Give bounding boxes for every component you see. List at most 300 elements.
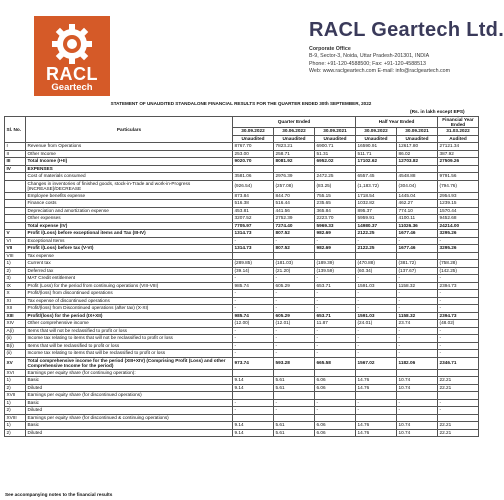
- value-cell: 14.76: [356, 429, 397, 437]
- particulars-cell: Tax expense of discontinued operations: [26, 297, 233, 305]
- value-cell: [315, 392, 356, 400]
- value-cell: -: [274, 350, 315, 358]
- value-cell: 2954.93: [438, 192, 479, 200]
- value-cell: 12703.82: [397, 158, 438, 166]
- value-cell: -: [233, 275, 274, 283]
- sl-no-header: Sl. No.: [5, 117, 26, 143]
- logo-sub-text: Geartech: [51, 82, 93, 93]
- sl-no-cell: [5, 207, 26, 215]
- table-row: [5, 429, 479, 437]
- value-cell: 10.74: [397, 429, 438, 437]
- value-cell: 10.74: [397, 384, 438, 392]
- sl-no-cell: [5, 200, 26, 208]
- value-cell: -: [397, 342, 438, 350]
- value-cell: -: [315, 327, 356, 335]
- value-cell: 1032.82: [356, 200, 397, 208]
- value-cell: 1591.03: [356, 282, 397, 290]
- table-row: [5, 222, 479, 230]
- value-cell: 1677.46: [397, 230, 438, 238]
- value-cell: -: [438, 342, 479, 350]
- value-cell: [315, 252, 356, 260]
- date-header: 31.03.2022: [438, 128, 479, 136]
- table-row: [5, 320, 479, 328]
- value-cell: 605.29: [274, 282, 315, 290]
- value-cell: [274, 165, 315, 173]
- value-cell: (1,183.72): [356, 180, 397, 192]
- value-cell: 7823.21: [274, 143, 315, 151]
- value-cell: 4100.11: [397, 215, 438, 223]
- gear-icon: [50, 22, 94, 66]
- value-cell: 14.76: [356, 422, 397, 430]
- date-header: 30.09.2022: [233, 128, 274, 136]
- sl-no-cell: XVIII: [5, 414, 26, 422]
- value-cell: 653.71: [315, 282, 356, 290]
- value-cell: 1158.32: [397, 312, 438, 320]
- value-cell: 1239.15: [438, 200, 479, 208]
- value-cell: -: [315, 335, 356, 343]
- value-cell: 1570.44: [438, 207, 479, 215]
- value-cell: 6557.45: [356, 173, 397, 181]
- value-cell: 9.14: [233, 377, 274, 385]
- sl-no-cell: 2): [5, 407, 26, 415]
- table-row: [5, 282, 479, 290]
- table-row: [5, 192, 479, 200]
- particulars-cell: Items that will not be reclassified to profit or loss: [26, 327, 233, 335]
- value-cell: -: [397, 297, 438, 305]
- sl-no-cell: V: [5, 230, 26, 238]
- table-row: [5, 305, 479, 313]
- value-cell: 27121.34: [438, 143, 479, 151]
- audit-status: Unaudited: [356, 135, 397, 143]
- value-cell: [356, 392, 397, 400]
- value-cell: [438, 392, 479, 400]
- value-cell: 462.27: [397, 200, 438, 208]
- value-cell: 895.37: [356, 207, 397, 215]
- table-row: [5, 357, 479, 369]
- audit-status: Unaudited: [397, 135, 438, 143]
- value-cell: -: [356, 237, 397, 245]
- value-cell: -: [356, 327, 397, 335]
- value-cell: 6.06: [315, 384, 356, 392]
- value-cell: 511.71: [356, 150, 397, 158]
- statement-title: STATEMENT OF UNAUDITED STANDALONE FINANCIAL RESULTS FOR THE QUARTER ENDED 30th SEPTEMBER, 2022: [110, 101, 372, 106]
- value-cell: [274, 392, 315, 400]
- value-cell: [438, 252, 479, 260]
- value-cell: 10.74: [397, 377, 438, 385]
- value-cell: 985.74: [233, 312, 274, 320]
- value-cell: -: [315, 305, 356, 313]
- value-cell: 3581.06: [233, 173, 274, 181]
- value-cell: (48.02): [438, 320, 479, 328]
- date-header: 30.09.2021: [315, 128, 356, 136]
- value-cell: [274, 369, 315, 377]
- value-cell: (926.54): [233, 180, 274, 192]
- particulars-cell: MAT Credit entitlement: [26, 275, 233, 283]
- value-cell: (39.14): [233, 267, 274, 275]
- sl-no-cell: 2): [5, 267, 26, 275]
- value-cell: 9.14: [233, 422, 274, 430]
- sl-no-cell: IV: [5, 165, 26, 173]
- value-cell: 9020.70: [233, 158, 274, 166]
- table-row: [5, 369, 479, 377]
- value-cell: 2976.39: [274, 173, 315, 181]
- value-cell: 2394.73: [438, 282, 479, 290]
- sl-no-cell: XIII: [5, 312, 26, 320]
- value-cell: 1158.32: [397, 282, 438, 290]
- value-cell: 5959.91: [356, 215, 397, 223]
- sl-no-cell: 1): [5, 422, 26, 430]
- value-cell: 23.74: [397, 320, 438, 328]
- value-cell: (381.72): [397, 260, 438, 268]
- value-cell: 11026.36: [397, 222, 438, 230]
- value-cell: 3207.52: [233, 215, 274, 223]
- sl-no-cell: 1): [5, 377, 26, 385]
- value-cell: 14980.37: [356, 222, 397, 230]
- value-cell: 9791.56: [438, 173, 479, 181]
- sl-no-cell: 1): [5, 399, 26, 407]
- value-cell: 807.52: [274, 245, 315, 253]
- table-row: [5, 143, 479, 151]
- table-row: [5, 327, 479, 335]
- value-cell: -: [397, 407, 438, 415]
- value-cell: -: [438, 297, 479, 305]
- particulars-cell: Earnings per equity share (for discontinued operations): [26, 392, 233, 400]
- value-cell: -: [397, 237, 438, 245]
- value-cell: 2752.39: [274, 215, 315, 223]
- value-cell: -: [274, 407, 315, 415]
- value-cell: 2472.25: [315, 173, 356, 181]
- value-cell: -: [356, 305, 397, 313]
- sl-no-cell: III: [5, 158, 26, 166]
- value-cell: -: [438, 290, 479, 298]
- value-cell: -: [356, 399, 397, 407]
- particulars-cell: Profit /(Loss) before tax (V-VI): [26, 245, 233, 253]
- value-cell: -: [315, 297, 356, 305]
- value-cell: 16590.91: [356, 143, 397, 151]
- value-cell: (21.20): [274, 267, 315, 275]
- table-row: [5, 215, 479, 223]
- sl-no-cell: [5, 215, 26, 223]
- value-cell: 1314.73: [233, 230, 274, 238]
- table-row: [5, 158, 479, 166]
- value-cell: -: [233, 290, 274, 298]
- particulars-header: Particulars: [26, 117, 233, 143]
- value-cell: 3295.26: [438, 230, 479, 238]
- table-row: [5, 342, 479, 350]
- particulars-cell: Basic: [26, 377, 233, 385]
- value-cell: (189.39): [315, 260, 356, 268]
- sl-no-cell: XII: [5, 305, 26, 313]
- sl-no-cell: XVII: [5, 392, 26, 400]
- value-cell: 14.76: [356, 377, 397, 385]
- table-row: [5, 290, 479, 298]
- particulars-cell: Diluted: [26, 407, 233, 415]
- value-cell: (142.25): [438, 267, 479, 275]
- value-cell: 1314.73: [233, 245, 274, 253]
- table-row: [5, 200, 479, 208]
- sl-no-cell: VIII: [5, 252, 26, 260]
- value-cell: -: [397, 290, 438, 298]
- table-row: [5, 392, 479, 400]
- value-cell: [397, 369, 438, 377]
- value-cell: 5969.33: [315, 222, 356, 230]
- value-cell: (794.76): [438, 180, 479, 192]
- particulars-cell: Depreciation and amortization expense: [26, 207, 233, 215]
- particulars-cell: Cost of materials consumed: [26, 173, 233, 181]
- value-cell: [356, 252, 397, 260]
- company-name: RACL Geartech Ltd.: [309, 19, 504, 41]
- value-cell: 1182.06: [397, 357, 438, 369]
- value-cell: 2346.71: [438, 357, 479, 369]
- value-cell: 2223.70: [315, 215, 356, 223]
- value-cell: 982.69: [315, 230, 356, 238]
- value-cell: 1445.04: [397, 192, 438, 200]
- value-cell: -: [438, 237, 479, 245]
- sl-no-cell: (ii): [5, 350, 26, 358]
- value-cell: -: [233, 305, 274, 313]
- value-cell: 14.76: [356, 384, 397, 392]
- particulars-cell: Earnings per equity share (for continuing operation):: [26, 369, 233, 377]
- table-row: [5, 399, 479, 407]
- particulars-cell: Finance costs: [26, 200, 233, 208]
- footer-note: See accompanying notes to the financial results: [5, 492, 113, 497]
- value-cell: 755.15: [315, 192, 356, 200]
- value-cell: -: [356, 407, 397, 415]
- value-cell: -: [233, 297, 274, 305]
- value-cell: 8081.92: [274, 158, 315, 166]
- value-cell: -: [356, 290, 397, 298]
- half-year-header: Half Year Ended: [356, 117, 438, 128]
- value-cell: 1718.54: [356, 192, 397, 200]
- value-cell: -: [438, 327, 479, 335]
- value-cell: 9.14: [233, 384, 274, 392]
- office-label: Corporate Office: [309, 46, 351, 52]
- value-cell: (289.85): [233, 260, 274, 268]
- value-cell: [397, 252, 438, 260]
- value-cell: [274, 414, 315, 422]
- table-row: [5, 377, 479, 385]
- sl-no-cell: 1): [5, 260, 26, 268]
- table-row: [5, 230, 479, 238]
- value-cell: 6.06: [315, 377, 356, 385]
- particulars-cell: Items that will be reclassified to profit or loss: [26, 342, 233, 350]
- value-cell: (137.67): [397, 267, 438, 275]
- value-cell: -: [233, 350, 274, 358]
- value-cell: -: [397, 305, 438, 313]
- date-header: 30.09.2022: [356, 128, 397, 136]
- value-cell: -: [315, 342, 356, 350]
- value-cell: 441.56: [274, 207, 315, 215]
- particulars-cell: Income tax relating to items that will be reclassified to profit or loss: [26, 350, 233, 358]
- sl-no-cell: [5, 192, 26, 200]
- audit-status: Unaudited: [274, 135, 315, 143]
- table-row: [5, 312, 479, 320]
- particulars-cell: Other expenses: [26, 215, 233, 223]
- value-cell: 5.61: [274, 384, 315, 392]
- particulars-cell: EXPENSES: [26, 165, 233, 173]
- particulars-cell: Income tax relating to items that will not be reclassified to profit or loss: [26, 335, 233, 343]
- value-cell: 365.84: [315, 207, 356, 215]
- sl-no-cell: II: [5, 150, 26, 158]
- value-cell: 1677.46: [397, 245, 438, 253]
- value-cell: -: [315, 237, 356, 245]
- value-cell: (304.04): [397, 180, 438, 192]
- value-cell: (12.01): [274, 320, 315, 328]
- value-cell: 10.74: [397, 422, 438, 430]
- phone-line: Phone: +91-120-4588500; Fax: +91-120-4588513: [309, 60, 426, 67]
- value-cell: 51.31: [315, 150, 356, 158]
- value-cell: -: [397, 350, 438, 358]
- value-cell: -: [397, 399, 438, 407]
- particulars-cell: Total expense (IV): [26, 222, 233, 230]
- table-row: [5, 335, 479, 343]
- value-cell: -: [397, 335, 438, 343]
- value-cell: 86.02: [397, 150, 438, 158]
- value-cell: 982.69: [315, 245, 356, 253]
- value-cell: [315, 165, 356, 173]
- value-cell: 844.70: [274, 192, 315, 200]
- particulars-cell: Basic: [26, 422, 233, 430]
- value-cell: 22.21: [438, 384, 479, 392]
- value-cell: [397, 392, 438, 400]
- date-header: 30.09.2021: [397, 128, 438, 136]
- value-cell: 516.38: [233, 200, 274, 208]
- value-cell: 5.61: [274, 377, 315, 385]
- value-cell: -: [438, 399, 479, 407]
- audit-status: Unaudited: [233, 135, 274, 143]
- value-cell: 807.52: [274, 230, 315, 238]
- value-cell: 8767.70: [233, 143, 274, 151]
- particulars-cell: Other comprehensive income: [26, 320, 233, 328]
- value-cell: (24.01): [356, 320, 397, 328]
- company-logo: [34, 16, 110, 96]
- value-cell: (139.59): [315, 267, 356, 275]
- value-cell: (181.03): [274, 260, 315, 268]
- results-table: [4, 116, 479, 437]
- particulars-cell: Basic: [26, 399, 233, 407]
- particulars-cell: Current tax: [26, 260, 233, 268]
- value-cell: -: [315, 350, 356, 358]
- value-cell: 4548.88: [397, 173, 438, 181]
- value-cell: -: [356, 335, 397, 343]
- value-cell: 1567.02: [356, 357, 397, 369]
- particulars-cell: Exceptional Items: [26, 237, 233, 245]
- value-cell: [233, 252, 274, 260]
- particulars-cell: Earnings per equity share (for discontinued & continuing operations): [26, 414, 233, 422]
- value-cell: [233, 392, 274, 400]
- value-cell: [233, 414, 274, 422]
- value-cell: 453.81: [233, 207, 274, 215]
- value-cell: -: [438, 407, 479, 415]
- sl-no-cell: 2): [5, 384, 26, 392]
- value-cell: -: [438, 335, 479, 343]
- value-cell: 2122.25: [356, 245, 397, 253]
- date-header: 30.06.2022: [274, 128, 315, 136]
- value-cell: 235.65: [315, 200, 356, 208]
- value-cell: -: [233, 399, 274, 407]
- particulars-cell: Profit/(loss) for the period (IX+XII): [26, 312, 233, 320]
- value-cell: 5.61: [274, 429, 315, 437]
- value-cell: (470.88): [356, 260, 397, 268]
- value-cell: -: [274, 237, 315, 245]
- value-cell: 6952.02: [315, 158, 356, 166]
- table-row: [5, 207, 479, 215]
- table-row: [5, 150, 479, 158]
- particulars-cell: Profit (Loss) for the period from continuing operations (VIII-VIII): [26, 282, 233, 290]
- value-cell: -: [233, 327, 274, 335]
- value-cell: 3295.26: [438, 245, 479, 253]
- value-cell: 7705.97: [233, 222, 274, 230]
- value-cell: [274, 252, 315, 260]
- particulars-cell: Employee benefits expense: [26, 192, 233, 200]
- quarter-ended-header: Quarter Ended: [233, 117, 356, 128]
- value-cell: 605.29: [274, 312, 315, 320]
- value-cell: 7274.40: [274, 222, 315, 230]
- value-cell: -: [438, 275, 479, 283]
- address-line: B-9, Sector-3, Noida, Uttar Pradesh-201301, INDIA: [309, 53, 430, 60]
- financial-year-header: Financial Year Ended: [438, 117, 479, 128]
- value-cell: -: [274, 305, 315, 313]
- value-cell: [438, 369, 479, 377]
- value-cell: -: [233, 407, 274, 415]
- value-cell: 258.71: [274, 150, 315, 158]
- value-cell: (257.08): [274, 180, 315, 192]
- value-cell: -: [356, 350, 397, 358]
- header-row-1: [5, 117, 479, 128]
- particulars-cell: Diluted: [26, 429, 233, 437]
- value-cell: [233, 369, 274, 377]
- value-cell: 22.21: [438, 377, 479, 385]
- particulars-cell: Changes in inventories of finished goods, stock-in-Trade and work-in-Progress [INCREASE]/DECREASE: [26, 180, 233, 192]
- particulars-cell: Profit/(loss) from discontinued operations: [26, 290, 233, 298]
- value-cell: -: [356, 275, 397, 283]
- sl-no-cell: XI: [5, 297, 26, 305]
- value-cell: 653.71: [315, 312, 356, 320]
- table-row: [5, 422, 479, 430]
- value-cell: 774.10: [397, 207, 438, 215]
- sl-no-cell: B(i): [5, 342, 26, 350]
- particulars-cell: Total Income (I+II): [26, 158, 233, 166]
- sl-no-cell: [5, 180, 26, 192]
- value-cell: -: [274, 275, 315, 283]
- table-row: [5, 252, 479, 260]
- particulars-cell: Total comprehensive income for the period (XIII+XIV) (Comprising Profit (Loss) and other Comprehensive Income for the period): [26, 357, 233, 369]
- value-cell: 22.21: [438, 422, 479, 430]
- value-cell: 973.74: [233, 357, 274, 369]
- table-row: [5, 297, 479, 305]
- value-cell: 27509.26: [438, 158, 479, 166]
- particulars-cell: Deferred tax: [26, 267, 233, 275]
- value-cell: 665.58: [315, 357, 356, 369]
- logo-brand-text: RACL: [46, 64, 98, 84]
- sl-no-cell: A(i): [5, 327, 26, 335]
- value-cell: [356, 165, 397, 173]
- table-row: [5, 267, 479, 275]
- value-cell: -: [438, 350, 479, 358]
- value-cell: 11.87: [315, 320, 356, 328]
- particulars-cell: Other Income: [26, 150, 233, 158]
- value-cell: 6900.71: [315, 143, 356, 151]
- value-cell: -: [397, 327, 438, 335]
- currency-note: (Rs. in lakh except EPS): [410, 110, 465, 115]
- value-cell: -: [356, 297, 397, 305]
- sl-no-cell: VII: [5, 245, 26, 253]
- value-cell: [438, 165, 479, 173]
- value-cell: -: [274, 327, 315, 335]
- particulars-cell: Profit/(loss) from Discontinued operations (after tax) (X-XI): [26, 305, 233, 313]
- value-cell: (12.00): [233, 320, 274, 328]
- value-cell: -: [315, 275, 356, 283]
